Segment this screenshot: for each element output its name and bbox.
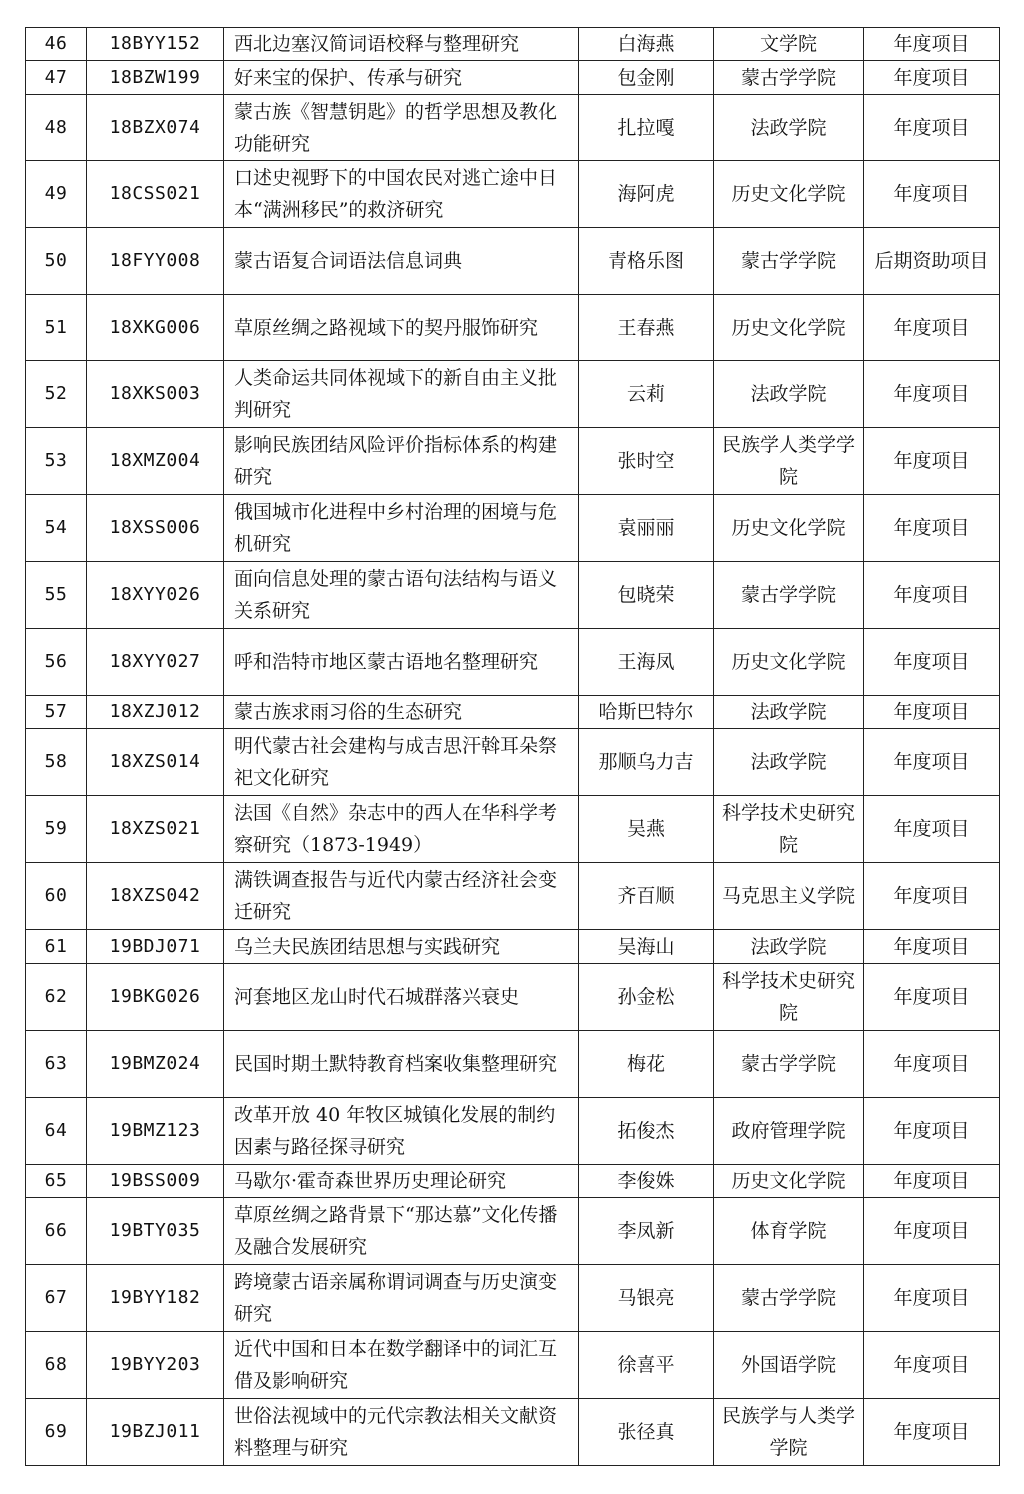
row-number: 54 [26,495,87,562]
principal-investigator: 哈斯巴特尔 [579,696,714,729]
department: 蒙古学学院 [714,562,864,629]
principal-investigator: 扎拉嘎 [579,95,714,161]
project-type: 年度项目 [864,1198,1000,1265]
row-number: 56 [26,629,87,696]
row-number: 58 [26,729,87,796]
table-row [26,95,1000,161]
project-code: 19BMZ024 [87,1031,224,1098]
table-row [26,228,1000,295]
row-number: 67 [26,1265,87,1332]
project-type: 年度项目 [864,95,1000,161]
table-row [26,629,1000,696]
table-row [26,61,1000,95]
row-number: 47 [26,61,87,95]
project-code: 18XSS006 [87,495,224,562]
table-row [26,863,1000,930]
row-number: 62 [26,964,87,1031]
table-row [26,28,1000,61]
project-title: 世俗法视域中的元代宗教法相关文献资料整理与研究 [224,1399,579,1466]
project-type: 年度项目 [864,629,1000,696]
project-title: 乌兰夫民族团结思想与实践研究 [224,930,579,964]
project-type: 年度项目 [864,1399,1000,1466]
row-number: 46 [26,28,87,61]
project-title: 满铁调查报告与近代内蒙古经济社会变迁研究 [224,863,579,930]
table-row [26,562,1000,629]
table-row [26,1399,1000,1466]
row-number: 49 [26,161,87,228]
table-row [26,964,1000,1031]
project-code: 19BDJ071 [87,930,224,964]
table-row [26,1198,1000,1265]
department: 法政学院 [714,95,864,161]
project-type: 年度项目 [864,729,1000,796]
project-code: 18XYY027 [87,629,224,696]
table-row [26,495,1000,562]
project-title: 俄国城市化进程中乡村治理的困境与危机研究 [224,495,579,562]
table-row [26,1098,1000,1165]
principal-investigator: 张时空 [579,428,714,495]
department: 民族学人类学学院 [714,428,864,495]
project-code: 18BZW199 [87,61,224,95]
project-code: 19BZJ011 [87,1399,224,1466]
project-title: 民国时期土默特教育档案收集整理研究 [224,1031,579,1098]
row-number: 69 [26,1399,87,1466]
project-title: 呼和浩特市地区蒙古语地名整理研究 [224,629,579,696]
row-number: 59 [26,796,87,863]
project-code: 19BMZ123 [87,1098,224,1165]
principal-investigator: 李俊姝 [579,1165,714,1198]
table-row [26,930,1000,964]
row-number: 60 [26,863,87,930]
table-row [26,796,1000,863]
project-code: 19BSS009 [87,1165,224,1198]
project-title: 蒙古族求雨习俗的生态研究 [224,696,579,729]
project-title: 影响民族团结风险评价指标体系的构建研究 [224,428,579,495]
project-type: 年度项目 [864,295,1000,361]
table-body [26,28,1000,1466]
table-row [26,428,1000,495]
row-number: 55 [26,562,87,629]
project-type: 年度项目 [864,796,1000,863]
department: 民族学与人类学学院 [714,1399,864,1466]
department: 法政学院 [714,696,864,729]
principal-investigator: 王春燕 [579,295,714,361]
principal-investigator: 王海凤 [579,629,714,696]
project-code: 18XYY026 [87,562,224,629]
department: 蒙古学学院 [714,1265,864,1332]
department: 法政学院 [714,361,864,428]
principal-investigator: 那顺乌力吉 [579,729,714,796]
project-code: 19BYY182 [87,1265,224,1332]
project-type: 年度项目 [864,361,1000,428]
row-number: 61 [26,930,87,964]
project-code: 19BYY203 [87,1332,224,1399]
principal-investigator: 包金刚 [579,61,714,95]
row-number: 65 [26,1165,87,1198]
department: 体育学院 [714,1198,864,1265]
department: 历史文化学院 [714,161,864,228]
project-code: 18XKS003 [87,361,224,428]
department: 历史文化学院 [714,295,864,361]
department: 政府管理学院 [714,1098,864,1165]
project-code: 18XZS021 [87,796,224,863]
project-code: 18BYY152 [87,28,224,61]
principal-investigator: 袁丽丽 [579,495,714,562]
principal-investigator: 吴海山 [579,930,714,964]
project-code: 19BKG026 [87,964,224,1031]
principal-investigator: 拓俊杰 [579,1098,714,1165]
project-type: 年度项目 [864,696,1000,729]
department: 科学技术史研究院 [714,964,864,1031]
department: 历史文化学院 [714,495,864,562]
department: 蒙古学学院 [714,228,864,295]
project-title: 蒙古族《智慧钥匙》的哲学思想及教化功能研究 [224,95,579,161]
table-row [26,729,1000,796]
principal-investigator: 张径真 [579,1399,714,1466]
project-type: 年度项目 [864,562,1000,629]
project-table [25,27,1000,1466]
project-type: 年度项目 [864,1265,1000,1332]
principal-investigator: 青格乐图 [579,228,714,295]
project-type: 年度项目 [864,964,1000,1031]
principal-investigator: 海阿虎 [579,161,714,228]
principal-investigator: 马银亮 [579,1265,714,1332]
row-number: 68 [26,1332,87,1399]
project-title: 改革开放 40 年牧区城镇化发展的制约因素与路径探寻研究 [224,1098,579,1165]
project-title: 面向信息处理的蒙古语句法结构与语义关系研究 [224,562,579,629]
project-title: 明代蒙古社会建构与成吉思汗斡耳朵祭祀文化研究 [224,729,579,796]
row-number: 57 [26,696,87,729]
department: 法政学院 [714,729,864,796]
row-number: 50 [26,228,87,295]
table-row [26,696,1000,729]
principal-investigator: 白海燕 [579,28,714,61]
project-title: 跨境蒙古语亲属称谓词调查与历史演变研究 [224,1265,579,1332]
table-row [26,295,1000,361]
table-row [26,1332,1000,1399]
row-number: 64 [26,1098,87,1165]
department: 法政学院 [714,930,864,964]
table-row [26,161,1000,228]
principal-investigator: 吴燕 [579,796,714,863]
department: 外国语学院 [714,1332,864,1399]
project-type: 年度项目 [864,1031,1000,1098]
project-code: 18BZX074 [87,95,224,161]
project-type: 年度项目 [864,61,1000,95]
project-type: 年度项目 [864,28,1000,61]
table-row [26,361,1000,428]
principal-investigator: 孙金松 [579,964,714,1031]
project-title: 法国《自然》杂志中的西人在华科学考察研究（1873-1949） [224,796,579,863]
department: 蒙古学学院 [714,1031,864,1098]
department: 科学技术史研究院 [714,796,864,863]
project-type: 年度项目 [864,1165,1000,1198]
project-title: 蒙古语复合词语法信息词典 [224,228,579,295]
table-row [26,1265,1000,1332]
principal-investigator: 齐百顺 [579,863,714,930]
project-title: 好来宝的保护、传承与研究 [224,61,579,95]
project-title: 口述史视野下的中国农民对逃亡途中日本“满洲移民”的救济研究 [224,161,579,228]
row-number: 66 [26,1198,87,1265]
project-type: 年度项目 [864,428,1000,495]
project-type: 年度项目 [864,1332,1000,1399]
project-title: 草原丝绸之路背景下“那达慕”文化传播及融合发展研究 [224,1198,579,1265]
project-type: 年度项目 [864,495,1000,562]
project-code: 18XKG006 [87,295,224,361]
department: 蒙古学学院 [714,61,864,95]
table-row [26,1165,1000,1198]
project-code: 18CSS021 [87,161,224,228]
project-title: 马歇尔·霍奇森世界历史理论研究 [224,1165,579,1198]
principal-investigator: 包晓荣 [579,562,714,629]
project-type: 年度项目 [864,930,1000,964]
row-number: 53 [26,428,87,495]
project-type: 年度项目 [864,1098,1000,1165]
project-code: 18XZS042 [87,863,224,930]
table-row [26,1031,1000,1098]
principal-investigator: 李凤新 [579,1198,714,1265]
project-type: 年度项目 [864,863,1000,930]
row-number: 63 [26,1031,87,1098]
principal-investigator: 云莉 [579,361,714,428]
department: 历史文化学院 [714,629,864,696]
project-type: 后期资助项目 [864,228,1000,295]
department: 历史文化学院 [714,1165,864,1198]
project-title: 西北边塞汉简词语校释与整理研究 [224,28,579,61]
project-code: 18FYY008 [87,228,224,295]
project-code: 18XMZ004 [87,428,224,495]
project-code: 18XZS014 [87,729,224,796]
project-code: 19BTY035 [87,1198,224,1265]
project-type: 年度项目 [864,161,1000,228]
principal-investigator: 徐喜平 [579,1332,714,1399]
row-number: 52 [26,361,87,428]
department: 马克思主义学院 [714,863,864,930]
project-title: 草原丝绸之路视域下的契丹服饰研究 [224,295,579,361]
row-number: 51 [26,295,87,361]
project-title: 河套地区龙山时代石城群落兴衰史 [224,964,579,1031]
project-title: 人类命运共同体视域下的新自由主义批判研究 [224,361,579,428]
department: 文学院 [714,28,864,61]
project-title: 近代中国和日本在数学翻译中的词汇互借及影响研究 [224,1332,579,1399]
row-number: 48 [26,95,87,161]
project-code: 18XZJ012 [87,696,224,729]
principal-investigator: 梅花 [579,1031,714,1098]
